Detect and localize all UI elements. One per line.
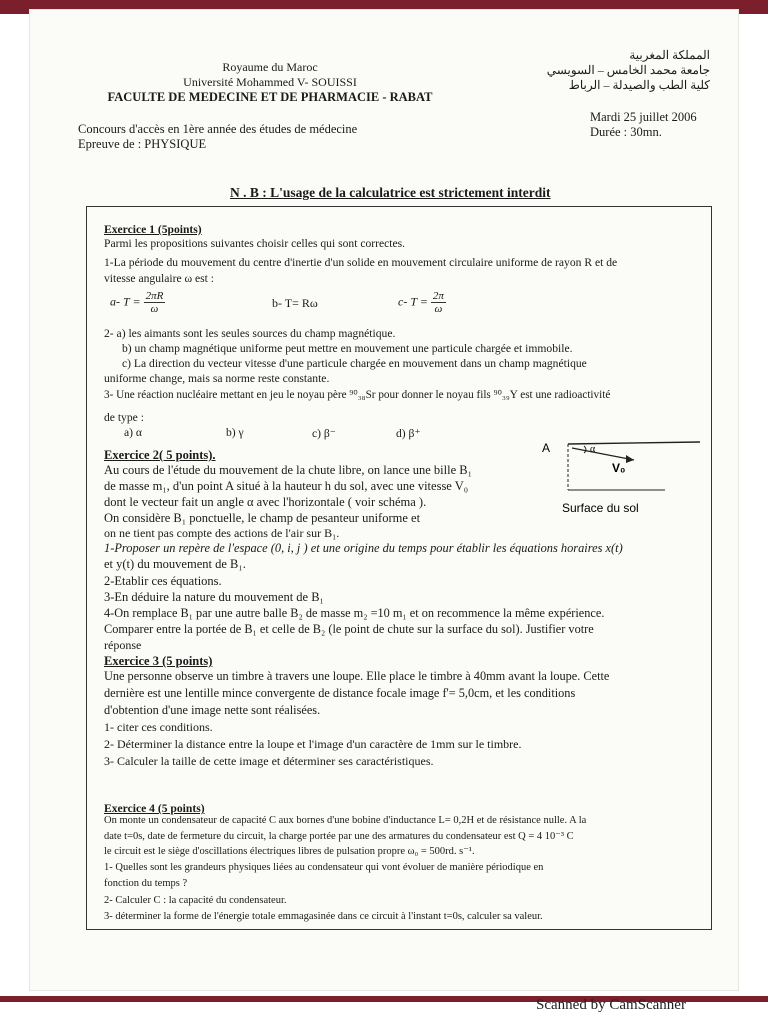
exam-info xyxy=(78,122,357,152)
concours-line: Concours d'accès en 1ère année des études de médecine xyxy=(78,122,358,136)
ex1-q2-d: uniforme change, mais sa norme reste constante. xyxy=(104,372,330,385)
header-left xyxy=(100,60,440,105)
header-ar-line-1: المملكة المغربية xyxy=(629,48,710,62)
ex2-text-line-3: dont le vecteur fait un angle α avec l'horizontale ( voir schéma ). xyxy=(104,495,427,509)
ex1-option-a-denominator: ω xyxy=(150,303,159,315)
exam-date-block xyxy=(590,110,697,140)
ex3-q2: 2- Déterminer la distance entre la loupe et l'image d'un caractère de 1mm sur le timbre. xyxy=(104,737,522,751)
ex2-q1-line1: 1-Proposer un repère de l'espace (0, i, j ) et une origine du temps pour établir les équations horaires x(t) xyxy=(104,541,623,555)
ex4-q1-line2: fonction du temps ? xyxy=(104,878,188,889)
ex1-q3-option-b: b) γ xyxy=(226,426,244,439)
ex3-q3: 3- Calculer la taille de cette image et déterminer ses caractéristiques. xyxy=(104,754,434,768)
ex3-line-2: dernière est une lentille mince convergente de distance focale image f'= 5,0cm, et les conditions xyxy=(104,686,576,700)
diagram-angle-arc xyxy=(584,446,586,453)
ex1-q3-option-d: d) β⁺ xyxy=(396,427,421,440)
camscanner-watermark: Scanned by CamScanner xyxy=(536,997,686,1013)
ex1-q1-line2: vitesse angulaire ω est : xyxy=(104,272,215,285)
ex1-option-c-label: c- T = xyxy=(398,294,428,309)
epreuve-line: Epreuve de : PHYSIQUE xyxy=(78,137,207,151)
ex1-q2-a: 2- a) les aimants sont les seules sources du champ magnétique. xyxy=(104,327,396,340)
ex1-option-a-fraction xyxy=(144,290,166,315)
ex4-line-1: On monte un condensateur de capacité C aux bornes d'une bobine d'inductance L= 0,2H et de résistance nulle. A la xyxy=(104,815,587,826)
ex2-q4-line2: Comparer entre la portée de B₁ et celle de B₂ (le point de chute sur la surface du sol). Justifier votre xyxy=(104,622,594,636)
header-ar-line-2: جامعة محمد الخامس – السويسي xyxy=(546,63,710,77)
ex4-line-3: le circuit est le siège d'oscillations électriques libres de pulsation propre ω₀ = 500rd. s⁻¹. xyxy=(104,846,475,857)
ex1-title: Exercice 1 (5points) xyxy=(104,223,202,236)
ex2-text-line-2: de masse m₁, d'un point A situé à la hauteur h du sol, avec une vitesse V₀ xyxy=(104,479,469,493)
diagram-ground-label: Surface du sol xyxy=(562,501,639,515)
diagram-velocity-vector xyxy=(572,448,634,460)
ex1-intro: Parmi les propositions suivantes choisir celles qui sont correctes. xyxy=(104,237,406,250)
ex3-q1: 1- citer ces conditions. xyxy=(104,720,213,734)
ex3-line-3: d'obtention d'une image nette sont réalisées. xyxy=(104,703,321,717)
ex1-option-b: b- T= Rω xyxy=(272,296,318,310)
ex2-q1-line2: et y(t) du mouvement de B₁. xyxy=(104,557,246,571)
exam-duration: Durée : 30mn. xyxy=(590,125,662,139)
ex2-q4-line1: 4-On remplace B₁ par une autre balle B₂ de masse m₂ =10 m₁ et on recommence la même expérience. xyxy=(104,606,605,620)
exam-date: Mardi 25 juillet 2006 xyxy=(590,110,697,124)
ex1-option-a-numerator: 2πR xyxy=(145,290,164,302)
chute-libre-diagram xyxy=(540,438,710,518)
header-line-faculty: FACULTE DE MEDECINE ET DE PHARMACIE - RABAT xyxy=(107,90,433,104)
ex4-q3: 3- déterminer la forme de l'énergie totale emmagasinée dans ce circuit à l'instant t=0s, calculer sa valeur. xyxy=(104,911,543,922)
header-right-arabic xyxy=(480,48,710,93)
ex1-option-a-label: a- T = xyxy=(110,294,141,309)
ex1-option-c-numerator: 2π xyxy=(432,290,444,302)
ex3-title: Exercice 3 (5 points) xyxy=(104,654,213,668)
diagram-vector-arrowhead xyxy=(626,455,634,463)
ex1-q3-option-c: c) β⁻ xyxy=(312,427,336,440)
ex2-text-line-5: on ne tient pas compte des actions de l'air sur B₁. xyxy=(104,526,340,540)
ex1-q3-line2: de type : xyxy=(104,411,144,424)
calculator-notice: N . B : L'usage de la calculatrice est strictement interdit xyxy=(230,185,551,200)
ex1-option-c-fraction xyxy=(431,290,446,315)
ex2-text-line-1: Au cours de l'étude du mouvement de la chute libre, on lance une bille B₁ xyxy=(104,463,472,477)
ex1-q3-line1: 3- Une réaction nucléaire mettant en jeu le noyau père ⁹⁰₃₈Sr pour donner le noyau fils ⁹⁰₃₉Y est une radioactivité xyxy=(104,389,611,401)
ex1-q2-c: c) La direction du vecteur vitesse d'une particule chargée en mouvement dans un champ magnétique xyxy=(122,357,587,370)
diagram-vector-label: V₀ xyxy=(612,461,626,475)
diagram-angle-label: α xyxy=(590,444,596,455)
ex1-option-c-denominator: ω xyxy=(434,303,443,315)
ex4-q2: 2- Calculer C : la capacité du condensateur. xyxy=(104,895,287,906)
ex4-q1-line1: 1- Quelles sont les grandeurs physiques liées au condensateur qui vont évoluer de manière périodique en xyxy=(104,862,544,873)
ex1-q3-option-a: a) α xyxy=(124,426,142,439)
ex1-q2-b: b) un champ magnétique uniforme peut mettre en mouvement une particule chargée et immobile. xyxy=(122,342,573,355)
ex1-q1-line1: 1-La période du mouvement du centre d'inertie d'un solide en mouvement circulaire uniforme de rayon R et de xyxy=(104,256,618,269)
header-ar-line-3: كلية الطب والصيدلة – الرباط xyxy=(568,78,710,92)
ex2-q3: 3-En déduire la nature du mouvement de B₁ xyxy=(104,590,324,604)
ex4-line-2: date t=0s, date de fermeture du circuit, la charge portée par une des armatures du condensateur est Q = 4 10⁻³ C xyxy=(104,831,574,842)
header-line-university: Université Mohammed V- SOUISSI xyxy=(183,75,357,89)
ex1-option-a xyxy=(110,290,165,315)
diagram-top-line xyxy=(568,442,700,444)
header-line-kingdom: Royaume du Maroc xyxy=(222,60,318,74)
ex2-text-line-4: On considère B₁ ponctuelle, le champ de pesanteur uniforme et xyxy=(104,511,421,525)
diagram-point-a: A xyxy=(542,441,551,455)
ex4-title: Exercice 4 (5 points) xyxy=(104,802,205,815)
ex2-q2: 2-Etablir ces équations. xyxy=(104,574,222,588)
ex3-line-1: Une personne observe un timbre à travers une loupe. Elle place le timbre à 40mm avant la loupe. Cette xyxy=(104,669,610,683)
ex2-title: Exercice 2( 5 points). xyxy=(104,448,216,462)
ex1-option-c xyxy=(398,290,446,315)
ex2-q4-line3: réponse xyxy=(104,638,142,652)
